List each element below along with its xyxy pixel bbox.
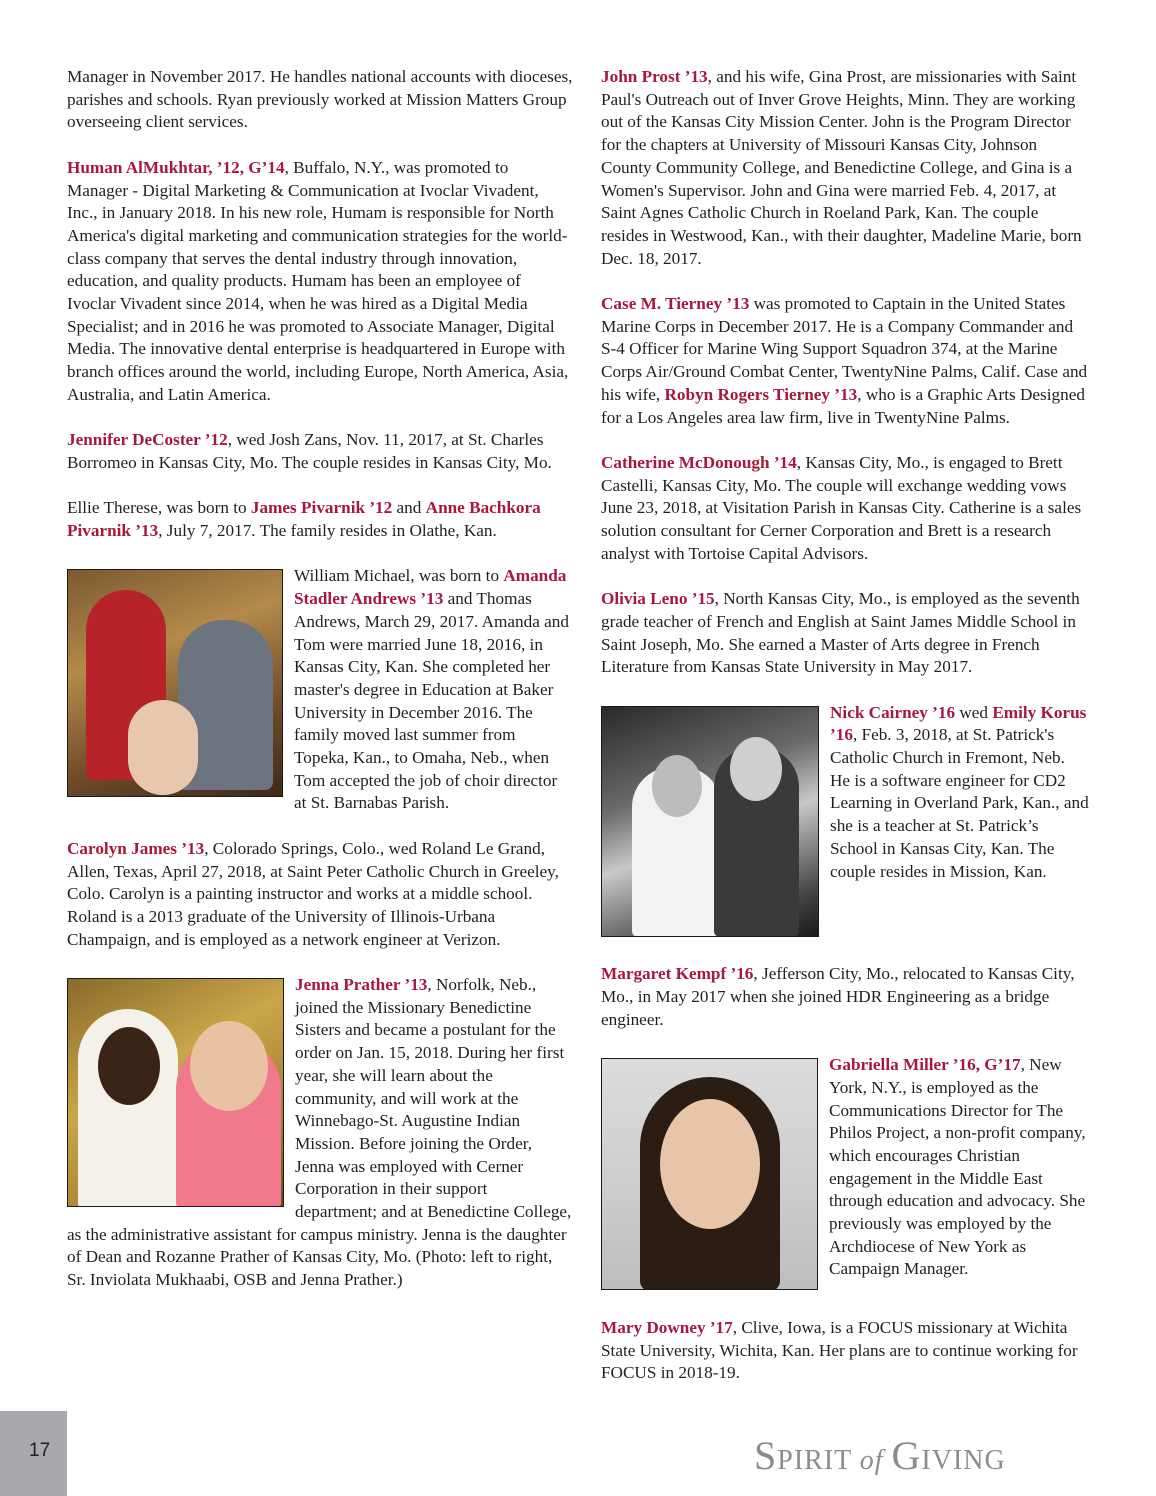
entry-text: Ellie Therese, was born to bbox=[67, 498, 251, 518]
alumni-name: Emily Korus ’16 bbox=[830, 702, 1087, 745]
right-column bbox=[601, 66, 1089, 1408]
entry-text: William Michael, was born to bbox=[294, 566, 504, 586]
entry-text: was promoted to Captain in the United States Marine Corps in December 2017. He is a Company Commander and S-4 Officer for Marine Wing Support Squadron 374, at the Marine Corps Air/Ground Combat Center, TwentyNine Palms, Calif. Case and his wife, bbox=[601, 294, 1088, 404]
entry-text: , Colorado Springs, Colo., wed Roland Le Grand, Allen, Texas, April 27, 2018, at Saint Peter Catholic Church in Greeley, Colo. Carolyn is a painting instructor and works at a middle school. Roland is a 2013 graduate of the University of Illinois-Urbana Champaign, and is employed as a network engineer at Verizon. bbox=[67, 838, 559, 949]
alumni-name: Case M. Tierney ’13 bbox=[601, 294, 750, 314]
alumni-name: Anne Bachkora Pivarnik ’13 bbox=[67, 498, 541, 541]
brand-of: of bbox=[859, 1445, 884, 1476]
entry-miller bbox=[601, 1054, 1089, 1294]
alumni-name: Margaret Kempf ’16 bbox=[601, 964, 754, 984]
brand-text: PIRIT bbox=[777, 1445, 852, 1476]
entry-text: , Jefferson City, Mo., relocated to Kansas City, Mo., in May 2017 when she joined HDR Engineering as a bridge engineer. bbox=[601, 964, 1075, 1029]
entry-james bbox=[67, 838, 573, 952]
entry-text: , July 7, 2017. The family resides in Olathe, Kan. bbox=[158, 521, 497, 541]
alumni-name: Amanda Stadler Andrews ’13 bbox=[294, 566, 567, 609]
entry-pivarnik bbox=[67, 497, 573, 542]
alumni-name: Robyn Rogers Tierney ’13 bbox=[664, 384, 858, 404]
alumni-name: Catherine McDonough ’14 bbox=[601, 452, 797, 472]
entry-text: wed bbox=[955, 702, 993, 722]
page-number: 17 bbox=[0, 1411, 67, 1496]
prather-photo bbox=[67, 978, 284, 1207]
entry-text: , Norfolk, Neb., joined the Missionary Benedictine Sisters and became a postulant for the order on Jan. 15, 2018. During her first year, she will learn about the community, and will work at the Winnebago-St. Augustine Indian Mission. Before joining the Order, Jenna was employed with Cerner Corporation in their support department; and at Benedictine College, as the administrative assistant for campus ministry. Jenna is the daughter of Dean and Rozanne Prather of Kansas City, Mo. (Photo: left to right, Sr. Inviolata Mukhaabi, OSB and Jenna Prather.) bbox=[67, 975, 572, 1290]
alumni-name: Olivia Leno ’15 bbox=[601, 589, 715, 609]
entry-text: , wed Josh Zans, Nov. 11, 2017, at St. Charles Borromeo in Kansas City, Mo. The couple resides in Kansas City, Mo. bbox=[67, 430, 552, 472]
entry-kempf bbox=[601, 963, 1089, 1031]
alumni-name: John Prost ’13 bbox=[601, 67, 708, 86]
alumni-name: Jenna Prather ’13 bbox=[295, 975, 428, 995]
entry-andrews bbox=[67, 565, 573, 815]
entry-mcdonough bbox=[601, 452, 1089, 566]
brand-text: IVING bbox=[921, 1445, 1006, 1476]
entry-tierney bbox=[601, 293, 1089, 429]
alumni-name: James Pivarnik ’12 bbox=[250, 498, 393, 518]
brand-letter: G bbox=[891, 1433, 922, 1478]
miller-photo bbox=[601, 1058, 818, 1290]
spirit-of-giving-logo bbox=[754, 1432, 1054, 1479]
entry-text: , New York, N.Y., is employed as the Communications Director for The Philos Project, a non-profit company, which encourages Christian engagement in the Middle East through education and advocacy. She previously was employed by the Archdiocese of New York as Campaign Manager. bbox=[829, 1055, 1086, 1279]
entry-text: , Buffalo, N.Y., was promoted to Manager - Digital Marketing & Communication at Ivoclar Vivadent, Inc., in January 2018. In his new role, Humam is responsible for North America's digital marketing and communication strategies for the world-class company that serves the dental industry through innovation, education, and quality products. Humam has been an employee of Ivoclar Vivadent since 2014, when he was hired as a Digital Media Specialist; and in 2016 he was promoted to Associate Manager, Digital Media. The innovative dental enterprise is headquartered in Europe with branch offices around the world, including Europe, North America, Asia, Australia, and Latin America. bbox=[67, 157, 569, 404]
alumni-name: Mary Downey ’17 bbox=[601, 1317, 733, 1337]
entry-text: , and his wife, Gina Prost, are missionaries with Saint Paul's Outreach out of Inver Grove Heights, Minn. They are working out of the Kansas City Mission Center. John is the Program Director for the chapters at University of Missouri Kansas City, Johnson County Community College, and Benedictine College, and Gina is a Women's Supervisor. John and Gina were married Feb. 4, 2017, at Saint Agnes Catholic Church in Roeland Park, Kan. The couple resides in Westwood, Kan., with their daughter, Madeline Marie, born Dec. 18, 2017. bbox=[601, 67, 1082, 268]
left-column bbox=[67, 66, 573, 1292]
entry-prost bbox=[601, 66, 1089, 270]
andrews-family-photo bbox=[67, 569, 283, 797]
alumni-name: Jennifer DeCoster ’12 bbox=[67, 430, 228, 450]
entry-decoster bbox=[67, 429, 573, 474]
entry-prather bbox=[67, 974, 573, 1292]
alumni-name: Human AlMukhtar, ’12, G’14 bbox=[67, 157, 285, 177]
entry-text: and bbox=[392, 498, 426, 518]
cairney-wedding-photo bbox=[601, 706, 819, 937]
entry-text: , who is a Graphic Arts Designed for a Los Angeles area law firm, live in TwentyNine Palms. bbox=[601, 384, 1085, 427]
entry-text: and Thomas Andrews, March 29, 2017. Amanda and Tom were married June 18, 2016, in Kansas City, Kan. She completed her master's degree in Education at Baker University in December 2016. The family moved last summer from Topeka, Kan., to Omaha, Neb., when Tom accepted the job of choir director at St. Barnabas Parish. bbox=[294, 589, 569, 813]
alumni-name: Gabriella Miller ’16, G’17 bbox=[829, 1055, 1021, 1075]
entry-downey bbox=[601, 1317, 1089, 1385]
brand-letter: S bbox=[754, 1433, 778, 1478]
alumni-name: Carolyn James ’13 bbox=[67, 838, 205, 858]
entry-text: , Clive, Iowa, is a FOCUS missionary at Wichita State University, Wichita, Kan. Her plans are to continue working for FOCUS in 2018-19. bbox=[601, 1317, 1078, 1383]
alumni-name: Nick Cairney ’16 bbox=[830, 702, 956, 722]
entry-text: , North Kansas City, Mo., is employed as the seventh grade teacher of French and English at Saint James Middle School in Saint Joseph, Mo. She earned a Master of Arts degree in French Literature from Kansas State University in May 2017. bbox=[601, 589, 1080, 677]
entry-almukhtar bbox=[67, 157, 573, 407]
entry-text: , Feb. 3, 2018, at St. Patrick's Catholic Church in Fremont, Neb. He is a software engineer for CD2 Learning in Overland Park, Kan., and she is a teacher at St. Patrick’s School in Kansas City, Kan. The couple resides in Mission, Kan. bbox=[830, 725, 1089, 881]
entry-text: , Kansas City, Mo., is engaged to Brett Castelli, Kansas City, Mo. The couple will exchange wedding vows June 23, 2018, at Visitation Parish in Kansas City. Catherine is a sales solution consultant for Cerner Corporation and Brett is a research analyst with Tortoise Capital Advisors. bbox=[601, 452, 1082, 563]
entry-leno bbox=[601, 588, 1089, 679]
entry-cairney bbox=[601, 702, 1089, 941]
entry-ryan: Manager in November 2017. He handles national accounts with dioceses, parishes and schools. Ryan previously worked at Mission Matters Group overseeing client services. bbox=[67, 67, 573, 132]
